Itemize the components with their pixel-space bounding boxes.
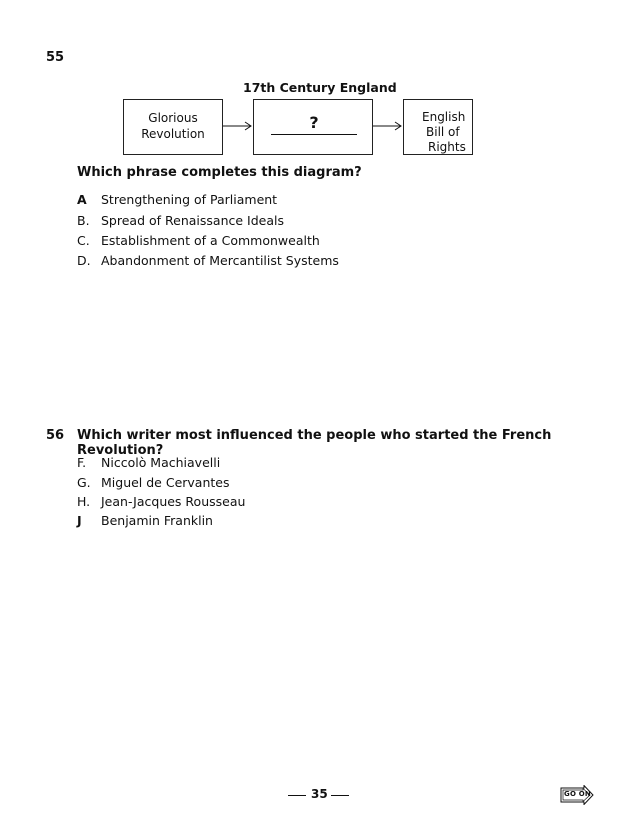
go-on-label: GO ON [564,790,591,798]
answer-option-j[interactable] [77,513,213,528]
answer-option-f[interactable] [77,455,220,470]
option-text: Benjamin Franklin [101,513,213,528]
question-mark: ? [309,113,319,132]
question-55-prompt: Which phrase completes this diagram? [77,165,362,180]
diagram-box-glorious-revolution [123,99,223,155]
diagram-box-unknown [253,99,373,155]
option-text: Strengthening of Parliament [101,192,278,207]
box3-line3: Rights [428,140,466,154]
option-letter: B. [77,213,90,228]
option-letter: A [77,192,87,207]
option-letter: G. [77,475,91,490]
option-text: Spread of Renaissance Ideals [101,213,284,228]
footer-rule-left [288,795,306,796]
answer-option-b[interactable] [77,213,284,228]
diagram-box-bill-of-rights [403,99,473,155]
option-text: Establishment of a Commonwealth [101,233,320,248]
box3-line1: English [422,110,466,124]
option-text: Miguel de Cervantes [101,475,230,490]
answer-option-d[interactable] [77,253,339,268]
box3-line2: Bill of [426,125,460,139]
box1-line2: Revolution [141,127,205,141]
option-text: Niccolò Machiavelli [101,455,221,470]
option-text: Abandonment of Mercantilist Systems [101,253,339,268]
question-56-prompt: Which writer most influenced the people who started the French Revolution? [77,428,552,458]
option-letter: J [77,513,82,528]
page-number: 35 [311,787,328,801]
option-letter: H. [77,494,91,509]
question-55-number: 55 [46,50,65,65]
arrow-right-icon [223,120,253,132]
answer-option-h[interactable] [77,494,245,509]
box1-line1: Glorious [148,111,198,125]
diagram-title: 17th Century England [243,80,397,95]
footer-rule-right [331,795,349,796]
arrow-right-icon [373,120,403,132]
answer-option-g[interactable] [77,475,230,490]
option-letter: F. [77,455,87,470]
option-letter: D. [77,253,91,268]
question-56-number: 56 [46,428,65,443]
answer-option-c[interactable] [77,233,320,248]
option-letter: C. [77,233,90,248]
option-text: Jean-Jacques Rousseau [101,494,246,509]
answer-option-a[interactable] [77,192,277,207]
go-on-button[interactable] [560,785,594,805]
